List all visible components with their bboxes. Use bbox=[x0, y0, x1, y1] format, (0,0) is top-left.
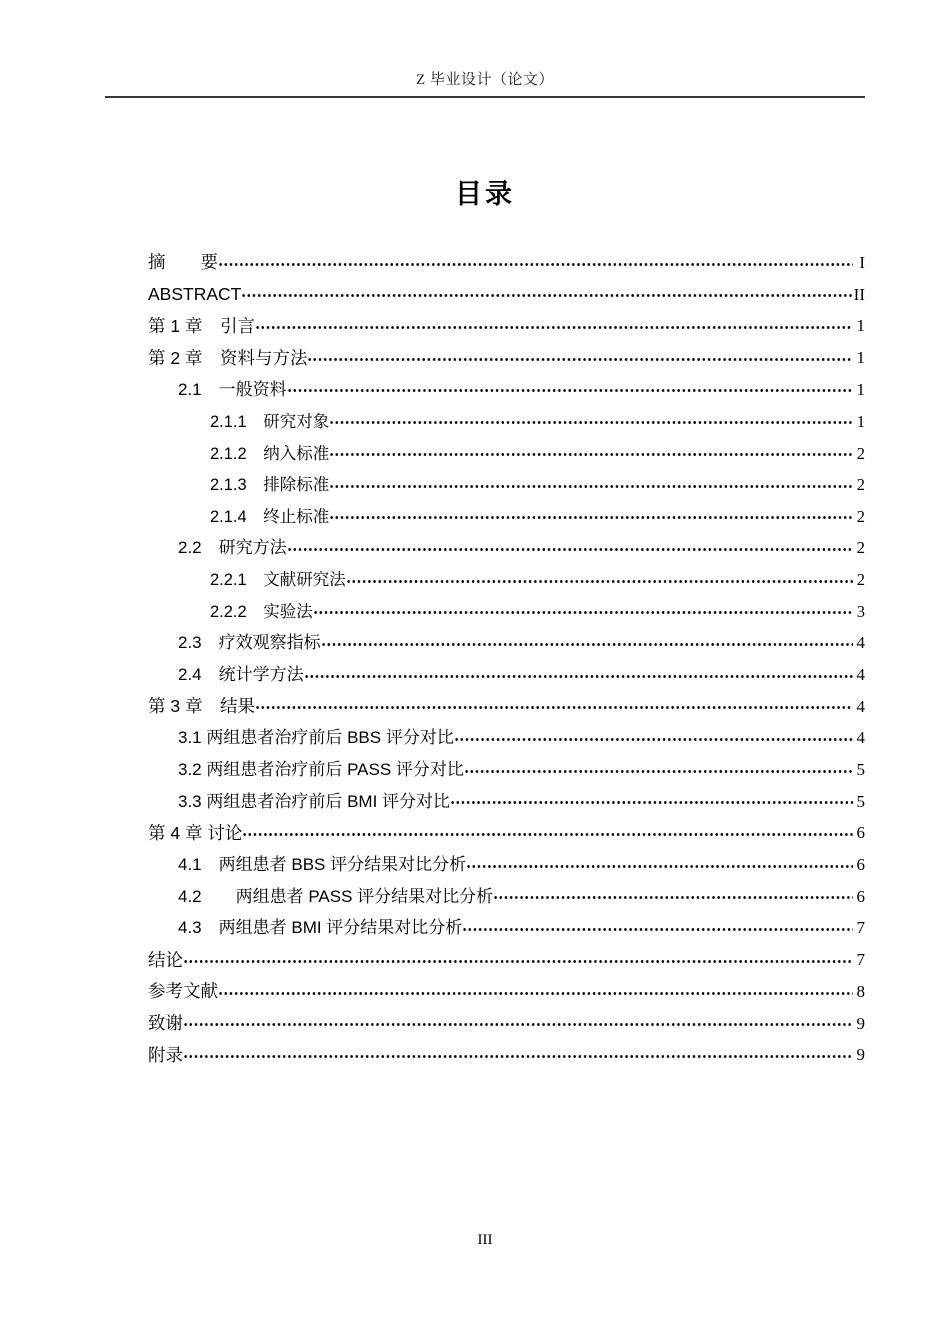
header-divider bbox=[105, 96, 865, 98]
toc-entry-page-number: 1 bbox=[856, 379, 865, 399]
toc-entry-label: 结论 bbox=[148, 949, 183, 970]
toc-dot-leader bbox=[184, 955, 853, 968]
toc-entry-page-number: 4 bbox=[856, 696, 865, 716]
toc-entry[interactable] bbox=[148, 813, 865, 845]
toc-entry-label: 2.1.4 终止标准 bbox=[210, 508, 330, 527]
toc-entry-page-number: 2 bbox=[856, 443, 865, 463]
toc-entry-label: 2.4 统计学方法 bbox=[178, 664, 304, 684]
toc-dot-leader bbox=[256, 321, 853, 334]
toc-dot-leader bbox=[308, 353, 853, 366]
toc-entry-label: 2.2.2 实验法 bbox=[210, 603, 313, 622]
toc-entry-page-number: 5 bbox=[856, 791, 865, 811]
toc-entry-label: 2.1.1 研究对象 bbox=[210, 412, 330, 431]
toc-entry[interactable] bbox=[148, 275, 865, 307]
toc-entry-label: 2.1 一般资料 bbox=[178, 379, 287, 399]
toc-entry-label: 致谢 bbox=[148, 1012, 183, 1033]
toc-dot-leader bbox=[451, 796, 853, 809]
toc-entry[interactable] bbox=[148, 750, 865, 782]
toc-entry-label: 3.3 两组患者治疗前后 BMI 评分对比 bbox=[178, 791, 451, 811]
toc-entry[interactable] bbox=[148, 782, 865, 814]
toc-dot-leader bbox=[463, 923, 853, 936]
toc-dot-leader bbox=[467, 860, 853, 873]
toc-dot-leader bbox=[184, 1018, 853, 1031]
toc-entry-label: 4.1 两组患者 BBS 评分结果对比分析 bbox=[178, 855, 467, 875]
toc-entry[interactable] bbox=[148, 1035, 865, 1067]
toc-entry[interactable] bbox=[148, 623, 865, 655]
toc-entry-label: 第 1 章 引言 bbox=[148, 315, 255, 336]
toc-entry-page-number: 4 bbox=[856, 633, 865, 653]
toc-entry[interactable] bbox=[148, 655, 865, 687]
toc-dot-leader bbox=[314, 606, 853, 619]
toc-entry[interactable] bbox=[148, 718, 865, 750]
toc-dot-leader bbox=[219, 987, 853, 1000]
toc-dot-leader bbox=[184, 1050, 853, 1063]
toc-entry-label: 4.2 两组患者 PASS 评分结果对比分析 bbox=[178, 886, 494, 906]
toc-entry-page-number: 9 bbox=[856, 1013, 865, 1033]
toc-dot-leader bbox=[305, 670, 853, 683]
toc-entry[interactable] bbox=[148, 908, 865, 940]
toc-entry-page-number: 6 bbox=[856, 823, 865, 843]
toc-dot-leader bbox=[330, 480, 853, 493]
toc-entry[interactable] bbox=[148, 560, 865, 592]
toc-dot-leader bbox=[347, 575, 853, 588]
toc-entry-page-number: 8 bbox=[856, 981, 865, 1001]
toc-entry[interactable] bbox=[148, 592, 865, 624]
toc-entry-page-number: 9 bbox=[856, 1045, 865, 1065]
toc-dot-leader bbox=[288, 543, 853, 556]
toc-entry-page-number: 4 bbox=[856, 728, 865, 748]
toc-entry-page-number: 1 bbox=[856, 316, 865, 336]
toc-entry-page-number: 1 bbox=[856, 348, 865, 368]
running-header-text: Z 毕业设计（论文） bbox=[416, 72, 554, 88]
toc-entry-label: 2.1.3 排除标准 bbox=[210, 476, 330, 495]
toc-entry-page-number: 7 bbox=[856, 950, 865, 970]
toc-entry-page-number: 7 bbox=[856, 918, 865, 938]
toc-entry-page-number: 3 bbox=[856, 602, 865, 622]
toc-entry-label: 4.3 两组患者 BMI 评分结果对比分析 bbox=[178, 918, 463, 938]
toc-entry-label: 第 4 章 讨论 bbox=[148, 822, 243, 843]
running-header bbox=[105, 68, 865, 89]
toc-entry-label: 第 3 章 结果 bbox=[148, 696, 255, 717]
toc-dot-leader bbox=[243, 828, 853, 841]
toc-entry[interactable] bbox=[148, 877, 865, 909]
toc-entry[interactable] bbox=[148, 306, 865, 338]
toc-entry-page-number: 5 bbox=[856, 760, 865, 779]
toc-dot-leader bbox=[242, 289, 852, 302]
toc-entry-label: 2.3 疗效观察指标 bbox=[178, 633, 321, 653]
toc-entry-page-number: 2 bbox=[856, 538, 865, 558]
toc-dot-leader bbox=[322, 638, 853, 651]
toc-entry[interactable] bbox=[148, 433, 865, 465]
toc-entry[interactable] bbox=[148, 1004, 865, 1036]
toc-entry-label: 附录 bbox=[148, 1044, 183, 1065]
toc-entry[interactable] bbox=[148, 401, 865, 433]
toc-entry-page-number: 2 bbox=[856, 475, 865, 495]
toc-entry[interactable] bbox=[148, 687, 865, 719]
toc-dot-leader bbox=[465, 765, 853, 778]
toc-entry-label: 第 2 章 资料与方法 bbox=[148, 347, 308, 368]
toc-entry-page-number: 2 bbox=[856, 507, 865, 527]
toc-entry[interactable] bbox=[148, 243, 865, 275]
toc-entry-label: 3.2 两组患者治疗前后 PASS 评分对比 bbox=[178, 760, 464, 779]
toc-dot-leader bbox=[330, 416, 853, 429]
toc-entry-label: ABSTRACT bbox=[148, 284, 242, 305]
toc-entry-label: 3.1 两组患者治疗前后 BBS 评分对比 bbox=[178, 728, 454, 748]
toc-entry[interactable] bbox=[148, 370, 865, 402]
toc-entry-label: 摘 要 bbox=[148, 252, 218, 273]
toc-entry-page-number: 6 bbox=[856, 855, 865, 875]
toc-dot-leader bbox=[256, 701, 853, 714]
toc-entry[interactable] bbox=[148, 338, 865, 370]
toc-entry-page-number: 2 bbox=[856, 570, 865, 590]
toc-dot-leader bbox=[330, 511, 853, 524]
toc-entry-label: 2.2.1 文献研究法 bbox=[210, 571, 346, 590]
toc-entry[interactable] bbox=[148, 845, 865, 877]
table-of-contents bbox=[148, 243, 865, 1067]
page-title: 目录 bbox=[455, 179, 515, 209]
toc-entry[interactable] bbox=[148, 972, 865, 1004]
toc-dot-leader bbox=[219, 258, 853, 271]
toc-dot-leader bbox=[455, 733, 853, 746]
toc-dot-leader bbox=[288, 384, 853, 397]
toc-entry[interactable] bbox=[148, 528, 865, 560]
footer-page-number: III bbox=[477, 1232, 493, 1248]
toc-entry-page-number: 4 bbox=[856, 664, 865, 684]
toc-entry[interactable] bbox=[148, 497, 865, 529]
toc-entry[interactable] bbox=[148, 940, 865, 972]
toc-entry-page-number: 1 bbox=[856, 411, 865, 431]
toc-entry-label: 2.2 研究方法 bbox=[178, 538, 287, 558]
toc-entry-page-number: 6 bbox=[856, 886, 865, 906]
toc-entry-label: 2.1.2 纳入标准 bbox=[210, 444, 330, 463]
toc-entry-page-number: II bbox=[853, 284, 865, 304]
toc-dot-leader bbox=[494, 891, 853, 904]
toc-entry-page-number: I bbox=[859, 253, 865, 272]
toc-entry-label: 参考文献 bbox=[148, 981, 218, 1002]
toc-dot-leader bbox=[330, 448, 853, 461]
toc-entry[interactable] bbox=[148, 465, 865, 497]
